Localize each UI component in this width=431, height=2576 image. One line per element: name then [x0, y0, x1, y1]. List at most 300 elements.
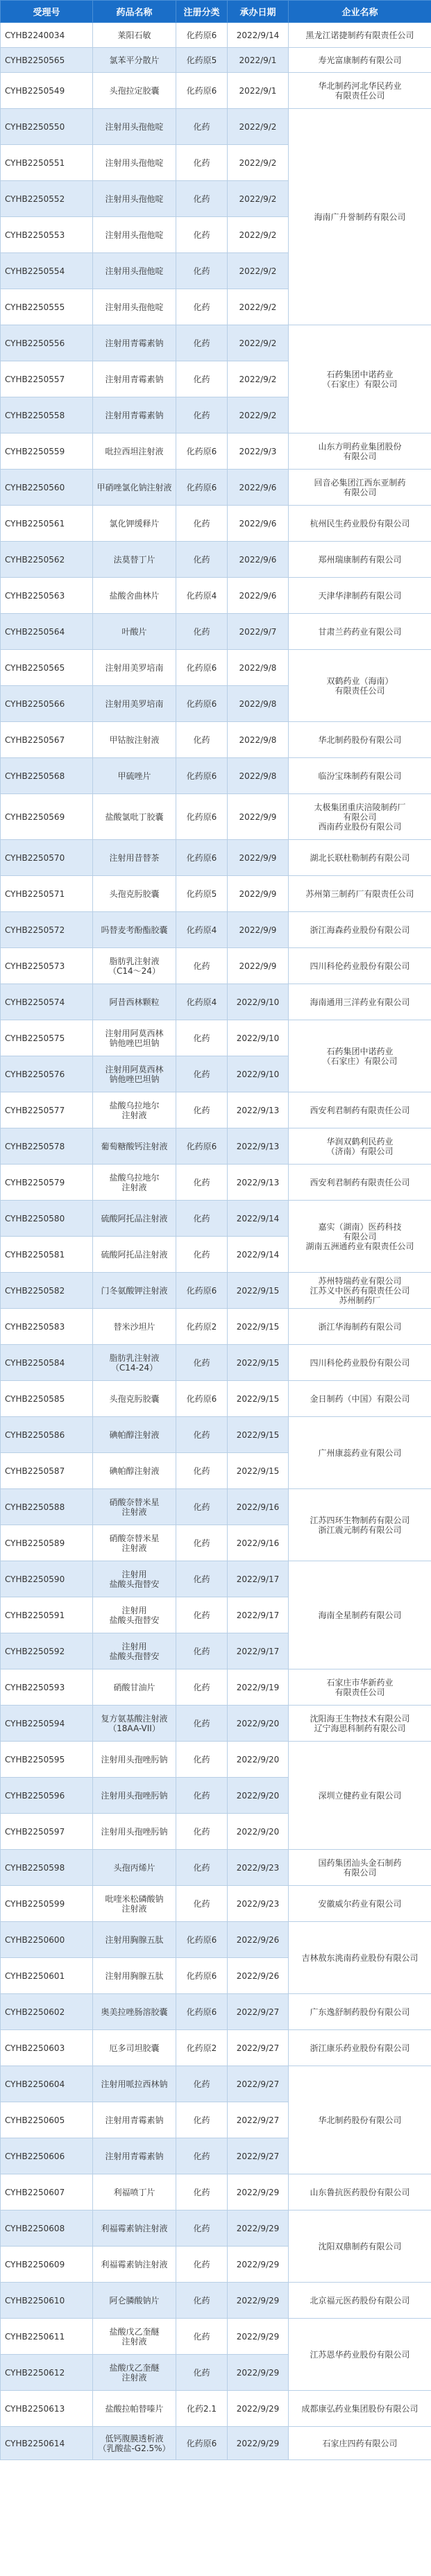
company-name-cell: 沈阳海王生物技术有限公司 辽宁海思科制药有限公司	[289, 1706, 431, 1742]
drug-name-cell: 氯化钾缓释片	[93, 506, 176, 542]
registration-category-cell: 化药	[176, 217, 228, 253]
registration-category-cell: 化药	[176, 2210, 228, 2247]
application-number-cell: CYHB2250598	[1, 1850, 93, 1886]
company-name-cell: 杭州民生药业股份有限公司	[289, 506, 431, 542]
acceptance-date-cell: 2022/9/2	[228, 181, 289, 217]
acceptance-date-cell: 2022/9/26	[228, 1922, 289, 1958]
table-row	[1, 2283, 431, 2319]
company-name-cell: 吉林敖东洮南药业股份有限公司	[289, 1922, 431, 1994]
table-row	[1, 109, 431, 145]
application-number-cell: CYHB2250567	[1, 722, 93, 758]
acceptance-date-cell: 2022/9/8	[228, 650, 289, 686]
application-number-cell: CYHB2250593	[1, 1669, 93, 1706]
application-number-cell: CYHB2250609	[1, 2247, 93, 2283]
drug-name-cell: 注射用青霉素钠	[93, 361, 176, 397]
drug-name-cell: 利福霉素钠注射液	[93, 2210, 176, 2247]
company-name-cell: 海南全星制药有限公司	[289, 1561, 431, 1669]
registration-category-cell: 化药原6	[176, 2427, 228, 2460]
table-row	[1, 614, 431, 650]
table-row	[1, 470, 431, 506]
application-number-cell: CYHB2250577	[1, 1092, 93, 1128]
table-row	[1, 984, 431, 1020]
header-acceptance-date: 承办日期	[228, 1, 289, 23]
registration-category-cell: 化药	[176, 1561, 228, 1597]
registration-category-cell: 化药	[176, 2138, 228, 2174]
acceptance-date-cell: 2022/9/15	[228, 1273, 289, 1309]
table-row	[1, 1165, 431, 1201]
acceptance-date-cell: 2022/9/9	[228, 794, 289, 840]
drug-name-cell: 利福喷丁片	[93, 2174, 176, 2210]
drug-name-cell: 硫酸阿托品注射液	[93, 1237, 176, 1273]
acceptance-date-cell: 2022/9/10	[228, 1056, 289, 1092]
table-row	[1, 876, 431, 912]
application-number-cell: CYHB2250596	[1, 1778, 93, 1814]
registration-category-cell: 化药	[176, 1453, 228, 1489]
application-number-cell: CYHB2250554	[1, 253, 93, 289]
drug-name-cell: 注射用 盐酸头孢替安	[93, 1561, 176, 1597]
company-name-cell: 广东逸舒制药股份有限公司	[289, 1994, 431, 2030]
acceptance-date-cell: 2022/9/29	[228, 2210, 289, 2247]
company-name-cell: 浙江华海制药有限公司	[289, 1309, 431, 1345]
application-number-cell: CYHB2250613	[1, 2391, 93, 2427]
drug-name-cell: 利福霉素钠注射液	[93, 2247, 176, 2283]
table-row	[1, 433, 431, 470]
drug-name-cell: 头孢克肟胶囊	[93, 1381, 176, 1417]
table-row	[1, 23, 431, 48]
table-row	[1, 948, 431, 984]
registration-category-cell: 化药	[176, 948, 228, 984]
application-number-cell: CYHB2250606	[1, 2138, 93, 2174]
acceptance-date-cell: 2022/9/2	[228, 361, 289, 397]
table-row	[1, 1742, 431, 1778]
acceptance-date-cell: 2022/9/14	[228, 1237, 289, 1273]
acceptance-date-cell: 2022/9/2	[228, 145, 289, 181]
application-number-cell: CYHB2250584	[1, 1345, 93, 1381]
drug-name-cell: 阿昔西林颗粒	[93, 984, 176, 1020]
table-row	[1, 2319, 431, 2355]
table-row	[1, 1994, 431, 2030]
acceptance-date-cell: 2022/9/6	[228, 542, 289, 578]
company-name-cell: 石家庄市华新药业 有限责任公司	[289, 1669, 431, 1706]
application-number-cell: CYHB2250591	[1, 1597, 93, 1633]
application-number-cell: CYHB2250611	[1, 2319, 93, 2355]
drug-name-cell: 叶酸片	[93, 614, 176, 650]
drug-name-cell: 硝酸甘油片	[93, 1669, 176, 1706]
company-name-cell: 太极集团重庆涪陵制药厂 有限公司 西南药业股份有限公司	[289, 794, 431, 840]
acceptance-date-cell: 2022/9/9	[228, 912, 289, 948]
acceptance-date-cell: 2022/9/27	[228, 2102, 289, 2138]
drug-name-cell: 注射用阿莫西林 钠他唑巴坦钠	[93, 1020, 176, 1056]
acceptance-date-cell: 2022/9/2	[228, 289, 289, 325]
company-name-cell: 石药集团中诺药业 （石家庄）有限公司	[289, 1020, 431, 1092]
registration-category-cell: 化药	[176, 2355, 228, 2391]
table-row	[1, 794, 431, 840]
acceptance-date-cell: 2022/9/15	[228, 1381, 289, 1417]
registration-category-cell: 化药	[176, 2174, 228, 2210]
company-name-cell: 寿光富康制药有限公司	[289, 48, 431, 73]
acceptance-date-cell: 2022/9/27	[228, 1994, 289, 2030]
acceptance-date-cell: 2022/9/29	[228, 2427, 289, 2460]
application-number-cell: CYHB2250570	[1, 840, 93, 876]
drug-name-cell: 注射用青霉素钠	[93, 2138, 176, 2174]
acceptance-date-cell: 2022/9/29	[228, 2174, 289, 2210]
company-name-cell: 苏州特瑞药业有限公司 江苏义中医药有限责任公司 苏州制药厂	[289, 1273, 431, 1309]
drug-name-cell: 注射用头孢他啶	[93, 253, 176, 289]
acceptance-date-cell: 2022/9/29	[228, 2355, 289, 2391]
drug-name-cell: 门冬氨酸钾注射液	[93, 1273, 176, 1309]
registration-category-cell: 化药原2	[176, 1309, 228, 1345]
company-name-cell: 临汾宝珠制药有限公司	[289, 758, 431, 794]
drug-name-cell: 注射用头孢他啶	[93, 181, 176, 217]
drug-name-cell: 脂肪乳注射液 （C14～24）	[93, 948, 176, 984]
acceptance-date-cell: 2022/9/17	[228, 1597, 289, 1633]
acceptance-date-cell: 2022/9/27	[228, 2030, 289, 2066]
drug-name-cell: 莱阳石敏	[93, 23, 176, 48]
drug-name-cell: 硝酸奈替米星 注射液	[93, 1525, 176, 1561]
acceptance-date-cell: 2022/9/13	[228, 1128, 289, 1165]
table-row	[1, 1489, 431, 1525]
registration-category-cell: 化药原6	[176, 758, 228, 794]
application-number-cell: CYHB2250583	[1, 1309, 93, 1345]
table-row	[1, 1273, 431, 1309]
drug-name-cell: 甲钴胺注射液	[93, 722, 176, 758]
application-number-cell: CYHB2250573	[1, 948, 93, 984]
table-row	[1, 542, 431, 578]
table-row	[1, 2174, 431, 2210]
drug-name-cell: 盐酸舍曲林片	[93, 578, 176, 614]
registration-category-cell: 化药	[176, 1742, 228, 1778]
drug-name-cell: 吗替麦考酚酯胶囊	[93, 912, 176, 948]
drug-name-cell: 头孢克肟胶囊	[93, 876, 176, 912]
registration-category-cell: 化药原6	[176, 1922, 228, 1958]
company-name-cell: 西安利君制药有限责任公司	[289, 1165, 431, 1201]
registration-category-cell: 化药原6	[176, 840, 228, 876]
acceptance-date-cell: 2022/9/20	[228, 1814, 289, 1850]
application-number-cell: CYHB2250607	[1, 2174, 93, 2210]
application-number-cell: CYHB2250588	[1, 1489, 93, 1525]
drug-name-cell: 碘帕醇注射液	[93, 1417, 176, 1453]
table-row	[1, 1561, 431, 1597]
drug-name-cell: 脂肪乳注射液 （C14-24）	[93, 1345, 176, 1381]
drug-name-cell: 盐酸乌拉地尔 注射液	[93, 1092, 176, 1128]
registration-category-cell: 化药	[176, 506, 228, 542]
header-application-number: 受理号	[1, 1, 93, 23]
registration-category-cell: 化药	[176, 1020, 228, 1056]
company-name-cell: 甘肃兰药药业有限公司	[289, 614, 431, 650]
registration-category-cell: 化药	[176, 1706, 228, 1742]
registration-category-cell: 化药	[176, 1633, 228, 1669]
company-name-cell: 广州康蕊药业有限公司	[289, 1417, 431, 1489]
drug-name-cell: 注射用昔替茶	[93, 840, 176, 876]
application-number-cell: CYHB2250587	[1, 1453, 93, 1489]
acceptance-date-cell: 2022/9/9	[228, 876, 289, 912]
registration-category-cell: 化药	[176, 181, 228, 217]
acceptance-date-cell: 2022/9/29	[228, 2391, 289, 2427]
table-row	[1, 73, 431, 109]
drug-name-cell: 替米沙坦片	[93, 1309, 176, 1345]
acceptance-date-cell: 2022/9/15	[228, 1345, 289, 1381]
acceptance-date-cell: 2022/9/16	[228, 1525, 289, 1561]
registration-category-cell: 化药原2	[176, 2030, 228, 2066]
registration-category-cell: 化药	[176, 614, 228, 650]
table-row	[1, 1020, 431, 1056]
table-header-row	[1, 1, 431, 23]
registration-category-cell: 化药	[176, 361, 228, 397]
drug-name-cell: 吡喹米松磷酸钠 注射液	[93, 1886, 176, 1922]
table-row	[1, 2391, 431, 2427]
drug-name-cell: 盐酸拉帕替嗪片	[93, 2391, 176, 2427]
company-name-cell: 天津华津制药有限公司	[289, 578, 431, 614]
application-number-cell: CYHB2250592	[1, 1633, 93, 1669]
drug-name-cell: 盐酸戊乙奎醚 注射液	[93, 2319, 176, 2355]
drug-name-cell: 奥美拉唑肠溶胶囊	[93, 1994, 176, 2030]
drug-name-cell: 注射用头孢他啶	[93, 145, 176, 181]
table-row	[1, 506, 431, 542]
acceptance-date-cell: 2022/9/2	[228, 217, 289, 253]
company-name-cell: 石药集团中诺药业 （石家庄）有限公司	[289, 325, 431, 433]
drug-name-cell: 注射用阿莫西林 钠他唑巴坦钠	[93, 1056, 176, 1092]
table-row	[1, 840, 431, 876]
drug-name-cell: 注射用哌拉西林钠	[93, 2066, 176, 2102]
acceptance-date-cell: 2022/9/9	[228, 948, 289, 984]
acceptance-date-cell: 2022/9/6	[228, 578, 289, 614]
application-number-cell: CYHB2250610	[1, 2283, 93, 2319]
registration-category-cell: 化药	[176, 1489, 228, 1525]
application-number-cell: CYHB2250612	[1, 2355, 93, 2391]
acceptance-date-cell: 2022/9/1	[228, 48, 289, 73]
company-name-cell: 西安利君制药有限责任公司	[289, 1092, 431, 1128]
application-number-cell: CYHB2250585	[1, 1381, 93, 1417]
drug-name-cell: 法莫替丁片	[93, 542, 176, 578]
application-number-cell: CYHB2250552	[1, 181, 93, 217]
registration-category-cell: 化药原6	[176, 1128, 228, 1165]
drug-name-cell: 注射用 盐酸头孢替安	[93, 1597, 176, 1633]
company-name-cell: 华北制药股份有限公司	[289, 2066, 431, 2174]
drug-name-cell: 注射用美罗培南	[93, 650, 176, 686]
drug-name-cell: 头孢丙烯片	[93, 1850, 176, 1886]
application-number-cell: CYHB2250608	[1, 2210, 93, 2247]
drug-name-cell: 盐酸氯吡丁胶囊	[93, 794, 176, 840]
registration-category-cell: 化药原4	[176, 578, 228, 614]
acceptance-date-cell: 2022/9/6	[228, 470, 289, 506]
application-number-cell: CYHB2250557	[1, 361, 93, 397]
acceptance-date-cell: 2022/9/19	[228, 1669, 289, 1706]
drug-name-cell: 厄多司坦胶囊	[93, 2030, 176, 2066]
registration-category-cell: 化药	[176, 542, 228, 578]
company-name-cell: 四川科伦药业股份有限公司	[289, 948, 431, 984]
application-number-cell: CYHB2250565	[1, 48, 93, 73]
registration-category-cell: 化药	[176, 1886, 228, 1922]
acceptance-date-cell: 2022/9/2	[228, 325, 289, 361]
table-row	[1, 1381, 431, 1417]
registration-category-cell: 化药	[176, 1237, 228, 1273]
table-row	[1, 650, 431, 686]
company-name-cell: 深圳立健药业有限公司	[289, 1742, 431, 1850]
table-row	[1, 1850, 431, 1886]
table-row	[1, 722, 431, 758]
application-number-cell: CYHB2250601	[1, 1958, 93, 1994]
application-number-cell: CYHB2250594	[1, 1706, 93, 1742]
acceptance-date-cell: 2022/9/27	[228, 2066, 289, 2102]
registration-category-cell: 化药2.1	[176, 2391, 228, 2427]
registration-category-cell: 化药原6	[176, 686, 228, 722]
table-row	[1, 912, 431, 948]
acceptance-date-cell: 2022/9/8	[228, 722, 289, 758]
registration-category-cell: 化药	[176, 1345, 228, 1381]
application-number-cell: CYHB2250572	[1, 912, 93, 948]
acceptance-date-cell: 2022/9/3	[228, 433, 289, 470]
registration-category-cell: 化药	[176, 1525, 228, 1561]
drug-name-cell: 阿仑膦酸钠片	[93, 2283, 176, 2319]
application-number-cell: CYHB2250558	[1, 397, 93, 433]
drug-name-cell: 氯苯平分散片	[93, 48, 176, 73]
application-number-cell: CYHB2250562	[1, 542, 93, 578]
company-name-cell: 黑龙江诺捷制药有限责任公司	[289, 23, 431, 48]
acceptance-date-cell: 2022/9/15	[228, 1417, 289, 1453]
acceptance-date-cell: 2022/9/13	[228, 1092, 289, 1128]
registration-category-cell: 化药原6	[176, 73, 228, 109]
application-number-cell: CYHB2250549	[1, 73, 93, 109]
application-number-cell: CYHB2250569	[1, 794, 93, 840]
application-number-cell: CYHB2250582	[1, 1273, 93, 1309]
company-name-cell: 安徽威尔药业有限公司	[289, 1886, 431, 1922]
registration-category-cell: 化药原6	[176, 794, 228, 840]
table-row	[1, 48, 431, 73]
acceptance-date-cell: 2022/9/23	[228, 1850, 289, 1886]
drug-name-cell: 注射用头孢他啶	[93, 289, 176, 325]
drug-name-cell: 碘帕醇注射液	[93, 1453, 176, 1489]
application-number-cell: CYHB2250566	[1, 686, 93, 722]
application-number-cell: CYHB2250551	[1, 145, 93, 181]
company-name-cell: 浙江康乐药业股份有限公司	[289, 2030, 431, 2066]
registration-category-cell: 化药	[176, 289, 228, 325]
registration-category-cell: 化药原6	[176, 23, 228, 48]
application-number-cell: CYHB2250571	[1, 876, 93, 912]
registration-category-cell: 化药	[176, 1165, 228, 1201]
company-name-cell: 浙江海森药业股份有限公司	[289, 912, 431, 948]
application-number-cell: CYHB2250560	[1, 470, 93, 506]
table-row	[1, 2030, 431, 2066]
registration-category-cell: 化药原6	[176, 1273, 228, 1309]
application-number-cell: CYHB2240034	[1, 23, 93, 48]
registration-category-cell: 化药	[176, 1814, 228, 1850]
registration-category-cell: 化药原6	[176, 1994, 228, 2030]
application-number-cell: CYHB2250576	[1, 1056, 93, 1092]
drug-name-cell: 注射用头孢他啶	[93, 109, 176, 145]
application-number-cell: CYHB2250555	[1, 289, 93, 325]
drug-name-cell: 注射用青霉素钠	[93, 397, 176, 433]
table-row	[1, 2210, 431, 2247]
registration-category-cell: 化药原5	[176, 48, 228, 73]
acceptance-date-cell: 2022/9/17	[228, 1633, 289, 1669]
table-row	[1, 1669, 431, 1706]
drug-name-cell: 甲硫唑片	[93, 758, 176, 794]
company-name-cell: 湖北长联杜勒制药有限公司	[289, 840, 431, 876]
registration-category-cell: 化药	[176, 253, 228, 289]
application-number-cell: CYHB2250568	[1, 758, 93, 794]
company-name-cell: 海南广升誉制药有限公司	[289, 109, 431, 325]
table-row	[1, 325, 431, 361]
drug-name-cell: 硫酸阿托品注射液	[93, 1201, 176, 1237]
table-row	[1, 1417, 431, 1453]
drug-name-cell: 注射用青霉素钠	[93, 2102, 176, 2138]
table-row	[1, 2427, 431, 2460]
acceptance-date-cell: 2022/9/1	[228, 73, 289, 109]
acceptance-date-cell: 2022/9/8	[228, 758, 289, 794]
drug-name-cell: 盐酸戊乙奎醚 注射液	[93, 2355, 176, 2391]
application-number-cell: CYHB2250561	[1, 506, 93, 542]
drug-name-cell: 注射用头孢唑肟钠	[93, 1778, 176, 1814]
table-row	[1, 758, 431, 794]
drug-name-cell: 硝酸奈替米星 注射液	[93, 1489, 176, 1525]
drug-name-cell: 甲硝唑氯化钠注射液	[93, 470, 176, 506]
application-number-cell: CYHB2250602	[1, 1994, 93, 2030]
registration-category-cell: 化药原4	[176, 912, 228, 948]
registration-category-cell: 化药	[176, 397, 228, 433]
company-name-cell: 回音必集团江西东亚制药 有限公司	[289, 470, 431, 506]
acceptance-date-cell: 2022/9/15	[228, 1453, 289, 1489]
table-row	[1, 1345, 431, 1381]
table-row	[1, 1706, 431, 1742]
drug-name-cell: 注射用头孢唑肟钠	[93, 1742, 176, 1778]
drug-name-cell: 注射用胸腺五肽	[93, 1958, 176, 1994]
registration-category-cell: 化药	[176, 1778, 228, 1814]
application-number-cell: CYHB2250595	[1, 1742, 93, 1778]
registration-category-cell: 化药	[176, 1597, 228, 1633]
application-number-cell: CYHB2250550	[1, 109, 93, 145]
acceptance-date-cell: 2022/9/23	[228, 1886, 289, 1922]
acceptance-date-cell: 2022/9/8	[228, 686, 289, 722]
acceptance-date-cell: 2022/9/17	[228, 1561, 289, 1597]
acceptance-date-cell: 2022/9/20	[228, 1706, 289, 1742]
acceptance-date-cell: 2022/9/14	[228, 23, 289, 48]
registration-category-cell: 化药原6	[176, 1958, 228, 1994]
application-number-cell: CYHB2250597	[1, 1814, 93, 1850]
application-number-cell: CYHB2250586	[1, 1417, 93, 1453]
registration-category-cell: 化药原4	[176, 984, 228, 1020]
application-number-cell: CYHB2250614	[1, 2427, 93, 2460]
acceptance-date-cell: 2022/9/27	[228, 2138, 289, 2174]
drug-name-cell: 吡拉西坦注射液	[93, 433, 176, 470]
registration-category-cell: 化药	[176, 1669, 228, 1706]
header-company-name: 企业名称	[289, 1, 431, 23]
registration-category-cell: 化药原6	[176, 433, 228, 470]
company-name-cell: 嘉实（湖南）医药科技 有限公司 湖南五洲通药业有限责任公司	[289, 1201, 431, 1273]
company-name-cell: 华北制药股份有限公司	[289, 722, 431, 758]
application-number-cell: CYHB2250559	[1, 433, 93, 470]
acceptance-date-cell: 2022/9/14	[228, 1201, 289, 1237]
acceptance-date-cell: 2022/9/7	[228, 614, 289, 650]
application-number-cell: CYHB2250590	[1, 1561, 93, 1597]
company-name-cell: 国药集团汕头金石制药 有限公司	[289, 1850, 431, 1886]
acceptance-date-cell: 2022/9/15	[228, 1309, 289, 1345]
table-body	[1, 23, 431, 2460]
acceptance-date-cell: 2022/9/26	[228, 1958, 289, 1994]
application-number-cell: CYHB2250581	[1, 1237, 93, 1273]
company-name-cell: 华北制药河北华民药业 有限责任公司	[289, 73, 431, 109]
registration-category-cell: 化药	[176, 2102, 228, 2138]
application-number-cell: CYHB2250556	[1, 325, 93, 361]
application-number-cell: CYHB2250580	[1, 1201, 93, 1237]
company-name-cell: 苏州第三制药厂有限责任公司	[289, 876, 431, 912]
acceptance-date-cell: 2022/9/20	[228, 1778, 289, 1814]
registration-category-cell: 化药	[176, 1417, 228, 1453]
registration-category-cell: 化药	[176, 2066, 228, 2102]
table-row	[1, 1886, 431, 1922]
company-name-cell: 山东鲁抗医药股份有限公司	[289, 2174, 431, 2210]
company-name-cell: 双鹤药业（海南） 有限责任公司	[289, 650, 431, 722]
registration-category-cell: 化药	[176, 1201, 228, 1237]
